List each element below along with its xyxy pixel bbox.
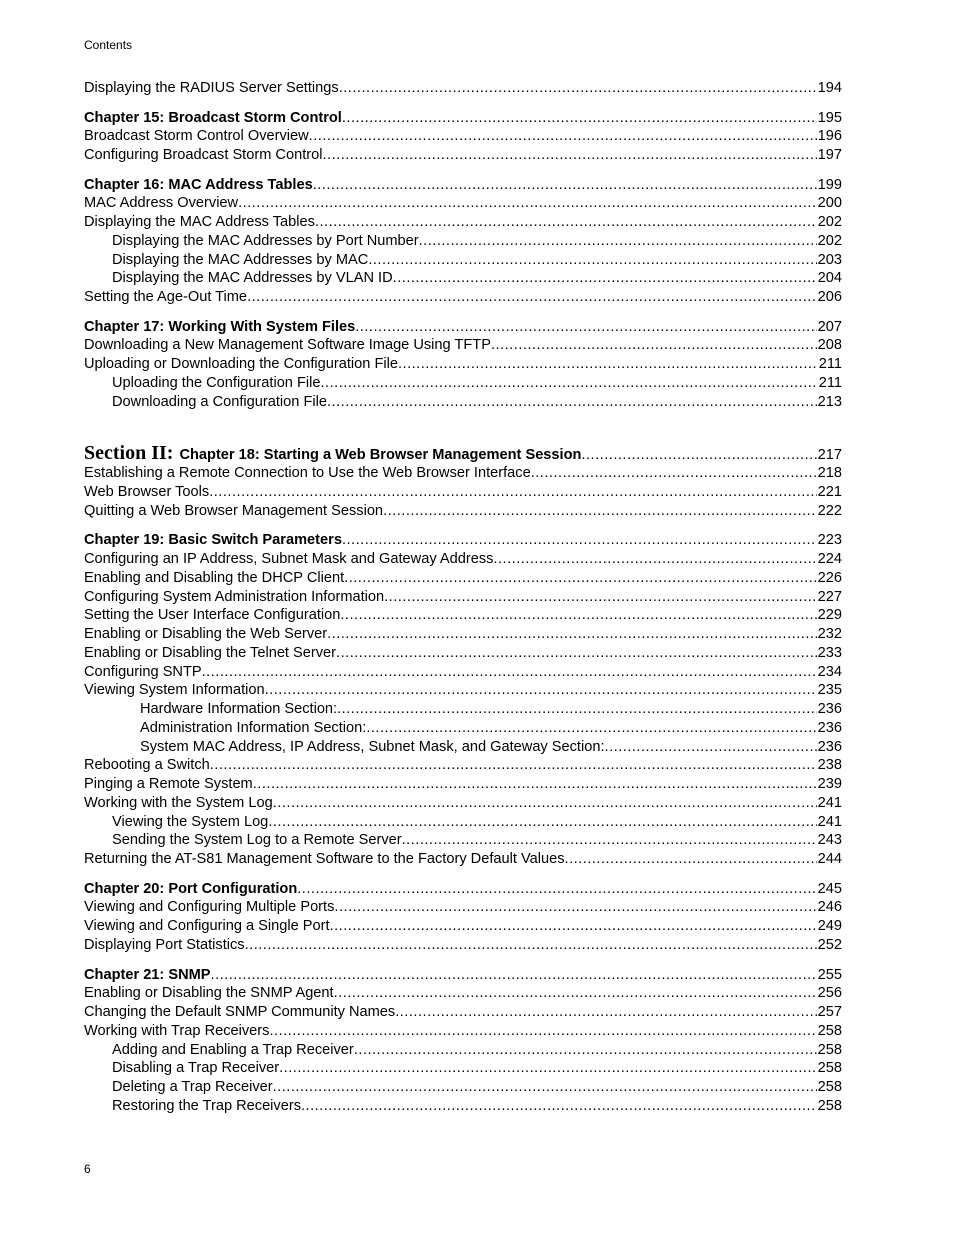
dot-leader — [565, 850, 817, 869]
toc-entry-page: 213 — [817, 393, 842, 410]
dot-leader — [279, 1059, 817, 1078]
toc-entry[interactable] — [84, 1059, 842, 1078]
toc-entry-page: 232 — [817, 626, 842, 643]
toc-entry-title: Configuring an IP Address, Subnet Mask and Gateway Address — [84, 551, 494, 568]
toc-entry[interactable] — [84, 483, 842, 502]
toc-entry-title: Viewing the System Log — [112, 813, 269, 830]
toc-entry[interactable] — [84, 898, 842, 917]
dot-leader — [301, 1097, 817, 1116]
dot-leader — [354, 1041, 817, 1060]
dot-leader — [398, 355, 818, 374]
dot-leader — [419, 232, 817, 251]
toc-entry-title: Pinging a Remote System — [84, 776, 253, 793]
toc-entry-title: Chapter 19: Basic Switch Parameters — [84, 532, 342, 549]
toc-entry[interactable] — [84, 355, 842, 374]
toc-entry-title: Downloading a Configuration File — [112, 393, 327, 410]
toc-entry[interactable] — [84, 502, 842, 521]
toc-chapter-entry[interactable] — [84, 442, 842, 464]
dot-leader — [327, 393, 817, 412]
running-header: Contents — [84, 38, 133, 52]
toc-entry[interactable] — [84, 1022, 842, 1041]
toc-entry-title: Administration Information Section: — [140, 719, 367, 736]
dot-leader — [210, 756, 817, 775]
toc-entry-title: Adding and Enabling a Trap Receiver — [112, 1041, 354, 1058]
toc-entry[interactable] — [84, 644, 842, 663]
toc-entry[interactable] — [84, 663, 842, 682]
toc-entry-page: 223 — [817, 532, 842, 549]
toc-entry[interactable] — [84, 831, 842, 850]
toc-entry[interactable] — [84, 1097, 842, 1116]
toc-entry-title: Displaying the MAC Addresses by Port Number — [112, 232, 419, 249]
dot-leader — [355, 318, 816, 337]
toc-entry-page: 224 — [817, 551, 842, 568]
toc-entry[interactable] — [84, 850, 842, 869]
dot-leader — [493, 550, 816, 569]
toc-entry-page: 195 — [817, 109, 842, 126]
dot-leader — [309, 127, 817, 146]
toc-entry-page: 243 — [817, 832, 842, 849]
toc-entry-page: 241 — [817, 794, 842, 811]
toc-entry[interactable] — [84, 336, 842, 355]
toc-chapter-entry[interactable] — [84, 318, 842, 337]
toc-entry-page: 258 — [817, 1097, 842, 1114]
toc-entry[interactable] — [84, 813, 842, 832]
toc-entry-title: Enabling or Disabling the Telnet Server — [84, 644, 337, 661]
dot-leader — [531, 464, 817, 483]
dot-leader — [342, 109, 817, 128]
toc-entry[interactable] — [84, 569, 842, 588]
toc-entry-page: 258 — [817, 1041, 842, 1058]
toc-entry-page: 203 — [817, 251, 842, 268]
toc-entry[interactable] — [84, 936, 842, 955]
toc-entry-page: 245 — [817, 880, 842, 897]
dot-leader — [315, 213, 817, 232]
toc-entry-page: 200 — [817, 195, 842, 212]
toc-entry-page: 244 — [817, 851, 842, 868]
toc-entry[interactable] — [84, 232, 842, 251]
toc-entry-page: 255 — [817, 966, 842, 983]
dot-leader — [273, 1078, 817, 1097]
toc-entry-page: 222 — [817, 502, 842, 519]
toc-entry[interactable] — [84, 464, 842, 483]
toc-entry-page: 211 — [818, 356, 842, 373]
dot-leader — [265, 681, 817, 700]
dot-leader — [581, 444, 816, 464]
toc-entry-title: Setting the User Interface Configuration — [84, 607, 341, 624]
toc-entry[interactable] — [84, 606, 842, 625]
toc-entry[interactable] — [84, 738, 842, 757]
toc-entry-title: Uploading or Downloading the Configuration File — [84, 356, 398, 373]
toc-entry-title: Quitting a Web Browser Management Session — [84, 502, 384, 519]
toc-entry-page: 211 — [818, 374, 842, 391]
toc-entry-page: 226 — [817, 569, 842, 586]
toc-entry-title: Chapter 20: Port Configuration — [84, 880, 298, 897]
dot-leader — [297, 880, 816, 899]
toc-entry-page: 246 — [817, 899, 842, 916]
toc-entry-page: 236 — [817, 701, 842, 718]
dot-leader — [321, 374, 818, 393]
toc-entry-page: 258 — [817, 1079, 842, 1096]
toc-entry-title: Chapter 15: Broadcast Storm Control — [84, 109, 342, 126]
toc-entry-title: Hardware Information Section: — [140, 701, 338, 718]
dot-leader — [342, 531, 817, 550]
toc-entry-page: 208 — [817, 337, 842, 354]
toc-entry-page: 202 — [817, 214, 842, 231]
toc-entry[interactable] — [84, 917, 842, 936]
toc-entry[interactable] — [84, 269, 842, 288]
dot-leader — [402, 831, 817, 850]
toc-entry-title: Configuring Broadcast Storm Control — [84, 147, 323, 164]
dot-leader — [238, 194, 817, 213]
toc-entry-title: Chapter 16: MAC Address Tables — [84, 176, 313, 193]
dot-leader — [340, 606, 816, 625]
toc-entry-title: Uploading the Configuration File — [112, 374, 321, 391]
dot-leader — [491, 336, 817, 355]
toc-chapter-entry[interactable] — [84, 109, 842, 128]
toc-entry-title: Configuring System Administration Information — [84, 588, 385, 605]
toc-entry-page: 236 — [817, 738, 842, 755]
toc-entry-title: Chapter 17: Working With System Files — [84, 318, 356, 335]
toc-entry-title: Broadcast Storm Control Overview — [84, 128, 309, 145]
dot-leader — [330, 917, 817, 936]
toc-entry[interactable] — [84, 1041, 842, 1060]
toc-entry-title: Displaying the MAC Addresses by MAC — [112, 251, 369, 268]
toc-group — [84, 442, 842, 520]
toc-entry-page: 202 — [817, 232, 842, 249]
toc-entry-title: Displaying the MAC Address Tables — [84, 214, 315, 231]
toc-entry-title: Displaying the MAC Addresses by VLAN ID — [112, 270, 393, 287]
dot-leader — [211, 966, 817, 985]
page-number: 6 — [84, 1162, 91, 1176]
toc-entry-page: 206 — [817, 289, 842, 306]
toc-entry-title: Viewing and Configuring Multiple Ports — [84, 899, 335, 916]
dot-leader — [322, 146, 816, 165]
toc-entry-page: 258 — [817, 1060, 842, 1077]
section-label: Section II: — [84, 442, 174, 465]
toc-entry[interactable] — [84, 213, 842, 232]
toc-entry[interactable] — [84, 374, 842, 393]
toc-entry-page: 197 — [817, 147, 842, 164]
dot-leader — [202, 663, 817, 682]
dot-leader — [336, 644, 817, 663]
toc-entry-title: MAC Address Overview — [84, 195, 239, 212]
toc-entry[interactable] — [84, 194, 842, 213]
toc-chapter-entry[interactable] — [84, 531, 842, 550]
dot-leader — [344, 569, 817, 588]
dot-leader — [384, 588, 817, 607]
toc-entry-title: Working with the System Log — [84, 794, 273, 811]
toc-entry[interactable] — [84, 1078, 842, 1097]
dot-leader — [253, 775, 817, 794]
toc-entry-page: 229 — [817, 607, 842, 624]
toc-entry[interactable] — [84, 1003, 842, 1022]
toc-entry-title: Disabling a Trap Receiver — [112, 1060, 280, 1077]
toc-chapter-entry[interactable] — [84, 966, 842, 985]
toc-entry-page: 258 — [817, 1022, 842, 1039]
toc-entry[interactable] — [84, 719, 842, 738]
toc-entry-title: Configuring SNTP — [84, 663, 202, 680]
dot-leader — [209, 483, 816, 502]
dot-leader — [339, 79, 817, 98]
dot-leader — [368, 251, 816, 270]
toc-entry-title: Viewing and Configuring a Single Port — [84, 918, 330, 935]
toc-chapter-entry[interactable] — [84, 880, 842, 899]
toc-entry[interactable] — [84, 700, 842, 719]
toc-entry[interactable] — [84, 550, 842, 569]
toc-group — [84, 966, 842, 1116]
toc-group — [84, 109, 842, 165]
toc-entry-page: 204 — [817, 270, 842, 287]
toc-entry[interactable] — [84, 794, 842, 813]
toc-entry-page: 217 — [817, 447, 842, 464]
dot-leader — [395, 1003, 816, 1022]
dot-leader — [273, 794, 817, 813]
table-of-contents — [84, 79, 842, 1126]
dot-leader — [393, 269, 817, 288]
dot-leader — [605, 738, 817, 757]
toc-entry-title: Viewing System Information — [84, 682, 265, 699]
toc-group — [84, 880, 842, 955]
toc-group — [84, 531, 842, 869]
toc-entry-title: Working with Trap Receivers — [84, 1022, 270, 1039]
toc-entry-title: Changing the Default SNMP Community Names — [84, 1004, 396, 1021]
toc-entry-page: 238 — [817, 757, 842, 774]
toc-entry[interactable] — [84, 79, 842, 98]
toc-entry[interactable] — [84, 625, 842, 644]
toc-entry-page: 239 — [817, 776, 842, 793]
toc-entry-title: Chapter 21: SNMP — [84, 966, 211, 983]
toc-entry-title: Downloading a New Management Software Image Using TFTP — [84, 337, 491, 354]
dot-leader — [268, 813, 816, 832]
toc-entry-page: 196 — [817, 128, 842, 145]
dot-leader — [313, 176, 817, 195]
toc-entry-title: Sending the System Log to a Remote Server — [112, 832, 402, 849]
toc-entry-page: 227 — [817, 588, 842, 605]
dot-leader — [383, 502, 817, 521]
toc-entry-page: 235 — [817, 682, 842, 699]
toc-entry-page: 199 — [817, 176, 842, 193]
toc-entry-title: Enabling and Disabling the DHCP Client — [84, 569, 345, 586]
toc-entry-page: 221 — [817, 484, 842, 501]
toc-entry-title: Setting the Age-Out Time — [84, 289, 248, 306]
toc-entry-title: Restoring the Trap Receivers — [112, 1097, 301, 1114]
toc-entry-page: 257 — [817, 1004, 842, 1021]
toc-entry-page: 241 — [817, 813, 842, 830]
dot-leader — [334, 898, 816, 917]
toc-entry-page: 194 — [817, 80, 842, 96]
toc-entry-title: Enabling or Disabling the SNMP Agent — [84, 985, 334, 1002]
toc-entry[interactable] — [84, 288, 842, 307]
toc-entry-page: 249 — [817, 918, 842, 935]
dot-leader — [334, 984, 817, 1003]
toc-entry[interactable] — [84, 393, 842, 412]
toc-entry[interactable] — [84, 127, 842, 146]
toc-entry[interactable] — [84, 681, 842, 700]
toc-entry-title: System MAC Address, IP Address, Subnet Mask, and Gateway Section: — [140, 738, 605, 755]
toc-entry-title: Rebooting a Switch — [84, 757, 210, 774]
toc-entry-title: Establishing a Remote Connection to Use the Web Browser Interface — [84, 465, 531, 482]
toc-entry-page: 252 — [817, 936, 842, 953]
toc-group — [84, 176, 842, 307]
toc-entry-page: 234 — [817, 663, 842, 680]
toc-entry-page: 218 — [817, 465, 842, 482]
toc-entry-page: 236 — [817, 719, 842, 736]
toc-entry-page: 233 — [817, 644, 842, 661]
dot-leader — [245, 936, 817, 955]
dot-leader — [247, 288, 817, 307]
toc-entry-page: 207 — [817, 318, 842, 335]
toc-entry[interactable] — [84, 775, 842, 794]
toc-entry-title: Displaying the RADIUS Server Settings — [84, 80, 339, 96]
toc-group — [84, 318, 842, 412]
toc-entry[interactable] — [84, 984, 842, 1003]
toc-entry[interactable] — [84, 756, 842, 775]
toc-entry[interactable] — [84, 251, 842, 270]
toc-group — [84, 79, 842, 98]
toc-entry-title: Displaying Port Statistics — [84, 936, 245, 953]
dot-leader — [269, 1022, 816, 1041]
toc-entry[interactable] — [84, 146, 842, 165]
toc-entry-title: Chapter 18: Starting a Web Browser Management Session — [179, 447, 582, 464]
toc-entry[interactable] — [84, 588, 842, 607]
toc-entry-title: Web Browser Tools — [84, 484, 210, 501]
dot-leader — [337, 700, 817, 719]
dot-leader — [366, 719, 816, 738]
toc-entry-title: Deleting a Trap Receiver — [112, 1079, 273, 1096]
toc-entry-title: Returning the AT-S81 Management Software to the Factory Default Values — [84, 851, 565, 868]
toc-entry-page: 256 — [817, 985, 842, 1002]
toc-chapter-entry[interactable] — [84, 176, 842, 195]
dot-leader — [327, 625, 817, 644]
toc-entry-title: Enabling or Disabling the Web Server — [84, 626, 328, 643]
